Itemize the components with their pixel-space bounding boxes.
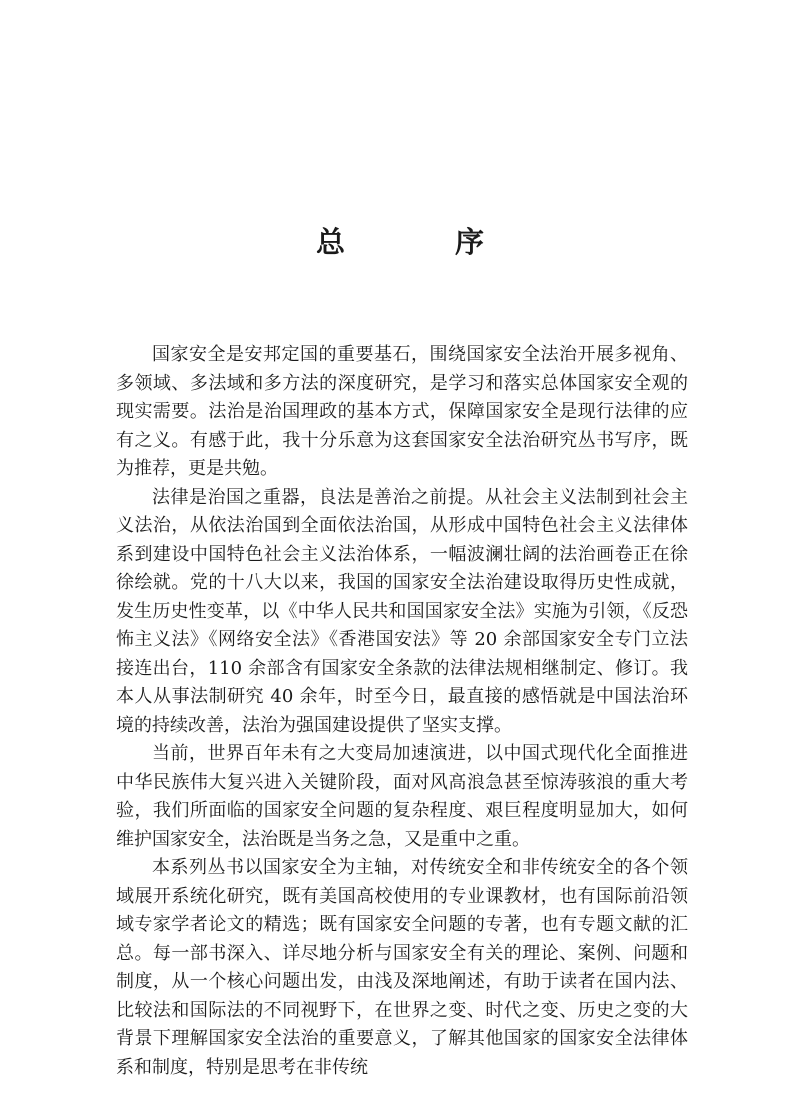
paragraph-2: 法律是治国之重器，良法是善治之前提。从社会主义法制到社会主义法治，从依法治国到全面依法治国，从形成中国特色社会主义法律体系到建设中国特色社会主义法治体系，一幅波澜壮阔的法治画卷正在徐徐绘就。党的十八大以来，我国的国家安全法治建设取得历史性成就，发生历史性变革，以《中华人民共和国国家安全法》实施为引领，《反恐怖主义法》《网络安全法》《香港国安法》等 20 余部国家安全专门立法接连出台，110 余部含有国家安全条款的法律法规相继制定、修订。我本人从事法制研究 40 余年，时至今日，最直接的感悟就是中国法治环境的持续改善，法治为强国建设提供了坚实支撑。 xyxy=(116,486,688,736)
paragraph-3: 当前，世界百年未有之大变局加速演进，以中国式现代化全面推进中华民族伟大复兴进入关键阶段，面对风高浪急甚至惊涛骇浪的重大考验，我们所面临的国家安全问题的复杂程度、艰巨程度明显加大，如何维护国家安全，法治既是当务之急，又是重中之重。 xyxy=(116,743,688,850)
page-title: 总 序 xyxy=(315,225,535,259)
paragraph-1: 国家安全是安邦定国的重要基石，围绕国家安全法治开展多视角、多领域、多法域和多方法的深度研究，是学习和落实总体国家安全观的现实需要。法治是治国理政的基本方式，保障国家安全是现行法律的应有之义。有感于此，我十分乐意为这套国家安全法治研究丛书写序，既为推荐，更是共勉。 xyxy=(116,344,688,479)
body-text xyxy=(116,341,688,1082)
paragraph-4: 本系列丛书以国家安全为主轴，对传统安全和非传统安全的各个领域展开系统化研究，既有美国高校使用的专业课教材，也有国际前沿领域专家学者论文的精选；既有国家安全问题的专著，也有专题文献的汇总。每一部书深入、详尽地分析与国家安全有关的理论、案例、问题和制度，从一个核心问题出发，由浅及深地阐述，有助于读者在国内法、比较法和国际法的不同视野下，在世界之变、时代之变、历史之变的大背景下理解国家安全法治的重要意义，了解其他国家的国家安全法律体系和制度，特别是思考在非传统 xyxy=(116,857,688,1078)
